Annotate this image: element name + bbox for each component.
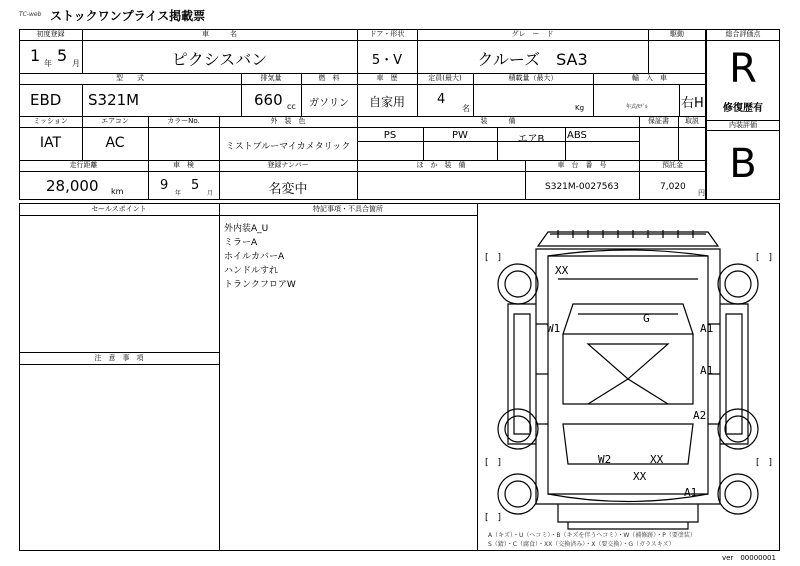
damage-mark: W1 (547, 322, 561, 335)
note-item: ホイルカバーA (224, 252, 285, 262)
reg-year: 1 (30, 46, 41, 65)
equip-pw: PW (452, 130, 468, 141)
label-interior: 内装評価 (729, 121, 757, 129)
history: 自家用 (368, 95, 405, 109)
document-title: ストックワンプライス掲載票 (50, 9, 206, 23)
damage-mark: XX (555, 264, 569, 277)
grade: クルーズ SA3 (477, 50, 588, 69)
unit-month: 月 (72, 59, 80, 68)
insp-year: 9 (160, 178, 169, 193)
bracket: [ ] (485, 253, 502, 263)
label-other-equipment: ほ か 装 備 (416, 161, 466, 169)
label-plate: 登録ナンバー (267, 161, 309, 169)
exterior-color: ミストブルーマイカメタリック (225, 142, 351, 152)
label-notes: 特記事項・不具合箇所 (313, 205, 383, 213)
label-model: 型 式 (116, 74, 144, 82)
repair-history: 修復歴有 (723, 103, 763, 114)
aircon: AC (105, 135, 125, 151)
label-price: 預託金 (662, 161, 683, 169)
insp-month: 5 (191, 178, 200, 193)
label-grade: グレ ー ド (511, 30, 554, 38)
damage-mark: A1 (700, 364, 714, 377)
unit-cc: cc (287, 102, 296, 111)
handle: 右H (681, 96, 704, 111)
note-item: ミラーA (224, 238, 258, 248)
label-mileage: 走行距離 (69, 161, 98, 169)
mileage: 28,000 (46, 177, 99, 195)
reg-month: 5 (57, 46, 68, 65)
displacement: 660 (254, 91, 283, 109)
label-equipment: 装 備 (480, 117, 516, 125)
capacity: 4 (437, 92, 446, 107)
note-item: ハンドルすれ (224, 266, 279, 276)
label-mission: ミッション (33, 117, 68, 125)
bracket: [ ] (485, 458, 502, 468)
label-caution: 注 意 事 項 (94, 354, 144, 362)
label-first-reg: 初度登録 (36, 30, 65, 38)
damage-mark: XX (633, 470, 647, 483)
label-history: 車 歴 (376, 74, 398, 82)
interior-score: B (729, 141, 757, 187)
overall-score: R (729, 46, 757, 92)
label-aircon: エアコン (101, 117, 129, 125)
label-drive: 駆動 (670, 30, 684, 38)
chassis-number: S321M-0027563 (545, 182, 619, 192)
label-chassis: 車 台 番 号 (557, 161, 607, 169)
label-inspection: 車 検 (173, 161, 194, 169)
equip-abs: ABS (567, 130, 587, 141)
label-import: 輸 入 車 (632, 74, 667, 82)
bracket: [ ] (485, 513, 502, 523)
unit-km: km (111, 187, 124, 196)
bracket: [ ] (756, 458, 773, 468)
unit-kg: Kg (575, 104, 585, 112)
label-load: 積載量（最大） (508, 74, 558, 82)
note-item: トランクフロアW (224, 280, 296, 290)
bracket: [ ] (756, 253, 773, 263)
label-car-name: 車 名 (202, 30, 237, 38)
model-prefix: EBD (30, 91, 62, 109)
car-damage-diagram (478, 204, 779, 550)
damage-mark: A1 (700, 322, 714, 335)
label-capacity: 定員(最大) (428, 74, 462, 82)
label-manual: 取説 (685, 117, 699, 125)
label-fuel: 燃 料 (318, 74, 340, 82)
door-shape: 5・V (371, 53, 403, 68)
logo: TC-web (19, 11, 42, 18)
unit-person: 名 (462, 104, 470, 113)
version: ver 00000001 (722, 554, 776, 562)
legend-line-1: A（キズ）・U（ヘコミ）・B（キズを伴うヘコミ）・W（補修跡）・P（要塗装） (488, 532, 696, 539)
label-warranty: 保証書 (648, 117, 669, 125)
legend-line-2: S（錆）・C（腐食）・XX（交換済み）・X（要交換）・G（ガラスキズ） (488, 541, 675, 548)
label-door: ドア・形状 (369, 30, 405, 38)
damage-mark: XX (650, 453, 664, 466)
damage-mark: W2 (598, 453, 612, 466)
equip-airbag: エアB (517, 134, 545, 145)
label-overall: 総合評価点 (725, 30, 761, 38)
mission: IAT (39, 135, 62, 151)
label-displacement: 排気量 (260, 74, 282, 82)
unit-insp-month: 月 (207, 190, 214, 197)
car-name: ピクシスバン (171, 50, 268, 69)
label-sales-point: セールスポイント (91, 205, 147, 213)
plate: 名変中 (268, 182, 308, 197)
unit-year: 年 (44, 59, 52, 68)
label-color-no: カラーNo. (167, 117, 200, 125)
fuel: ガソリン (309, 98, 349, 109)
unit-yen: 円 (698, 189, 705, 197)
year-model: 年式/ﾓﾃﾞﾙ (626, 104, 648, 110)
unit-insp-year: 年 (175, 190, 182, 197)
label-exterior-color: 外 装 色 (270, 117, 306, 125)
note-item: 外内装A_U (224, 224, 269, 234)
model: S321M (88, 91, 140, 109)
equip-ps: PS (383, 130, 397, 141)
price: 7,020 (660, 182, 686, 192)
damage-mark: A2 (693, 409, 707, 422)
damage-mark: A1 (684, 486, 698, 499)
damage-mark: G (643, 312, 650, 325)
